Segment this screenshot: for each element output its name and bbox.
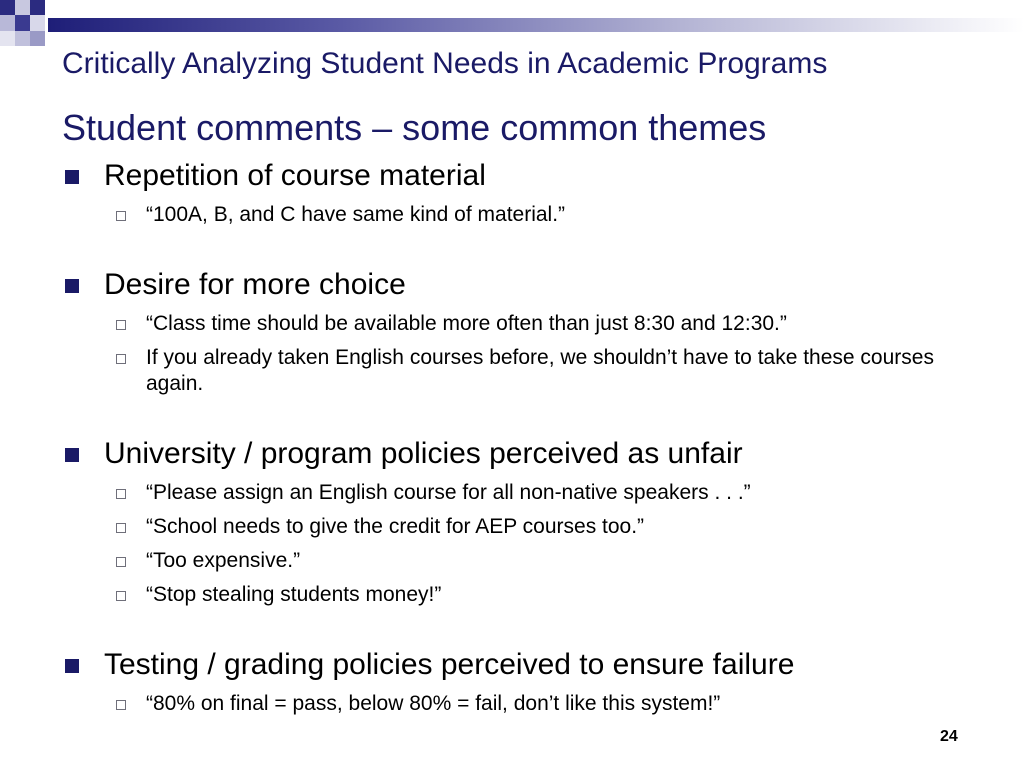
theme-item [62, 436, 962, 472]
comment-text: “Class time should be available more often than just 8:30 and 12:30.” [146, 312, 787, 335]
comment-item [114, 691, 962, 717]
header-gradient-bar [48, 18, 1024, 32]
decorative-square [30, 15, 45, 31]
square-bullet-icon [65, 448, 79, 462]
theme-label: Testing / grading policies perceived to ensure failure [104, 648, 795, 681]
theme-group [62, 158, 962, 228]
decorative-square [0, 31, 15, 46]
header-title: Critically Analyzing Student Needs in Academic Programs [62, 47, 828, 80]
comment-item [114, 202, 962, 228]
hollow-square-bullet-icon [116, 320, 126, 330]
square-bullet-icon [65, 170, 79, 184]
decorative-square [15, 15, 30, 31]
comment-text: If you already taken English courses before, we shouldn’t have to take these courses again. [146, 346, 934, 395]
theme-group [62, 436, 962, 608]
slide-content [62, 158, 962, 717]
theme-item [62, 158, 962, 194]
decorative-square [15, 31, 30, 46]
comment-item [114, 311, 962, 337]
comment-item [114, 345, 962, 397]
comment-text: “100A, B, and C have same kind of material.” [146, 203, 566, 226]
page-number: 24 [940, 728, 958, 745]
hollow-square-bullet-icon [116, 557, 126, 567]
theme-label: Desire for more choice [104, 268, 406, 301]
theme-label: Repetition of course material [104, 159, 486, 192]
comment-text: “Stop stealing students money!” [146, 583, 442, 606]
decorative-square [0, 15, 15, 31]
theme-label: University / program policies perceived as unfair [104, 437, 743, 470]
hollow-square-bullet-icon [116, 354, 126, 364]
comment-item [114, 582, 962, 608]
theme-group [62, 647, 962, 717]
square-bullet-icon [65, 659, 79, 673]
hollow-square-bullet-icon [116, 700, 126, 710]
hollow-square-bullet-icon [116, 211, 126, 221]
square-bullet-icon [65, 279, 79, 293]
comment-item [114, 480, 962, 506]
comment-item [114, 514, 962, 540]
decorative-square [15, 0, 30, 15]
theme-group [62, 267, 962, 397]
decorative-square [30, 0, 45, 15]
comment-text: “Too expensive.” [146, 549, 301, 572]
theme-item [62, 647, 962, 683]
decorative-square [0, 0, 15, 15]
comment-text: “80% on final = pass, below 80% = fail, don’t like this system!” [146, 692, 721, 715]
decorative-square [30, 31, 45, 46]
hollow-square-bullet-icon [116, 523, 126, 533]
hollow-square-bullet-icon [116, 591, 126, 601]
theme-item [62, 267, 962, 303]
header-decoration [0, 0, 1024, 48]
slide-heading: Student comments – some common themes [62, 107, 767, 148]
hollow-square-bullet-icon [116, 489, 126, 499]
comment-item [114, 548, 962, 574]
comment-text: “Please assign an English course for all non-native speakers . . .” [146, 481, 751, 504]
comment-text: “School needs to give the credit for AEP courses too.” [146, 515, 645, 538]
